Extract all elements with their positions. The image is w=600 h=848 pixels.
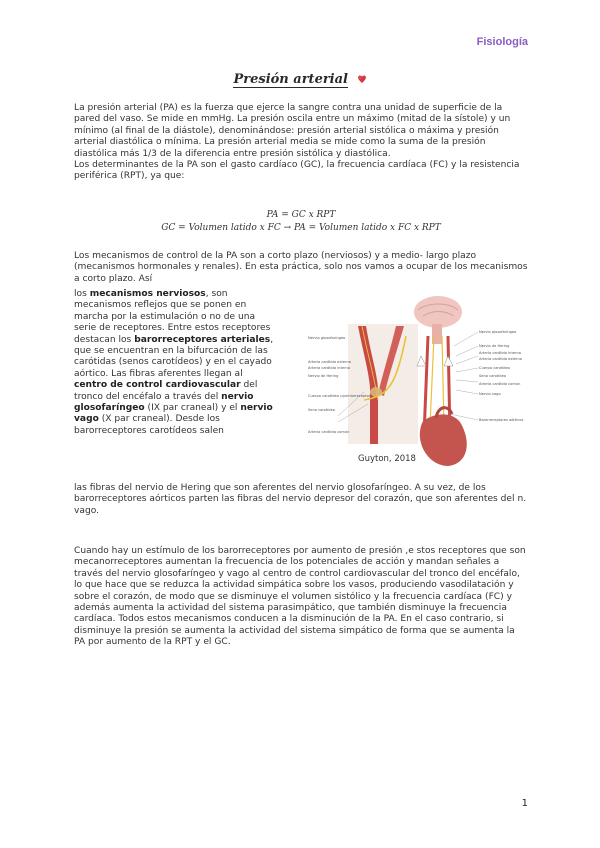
reflex-response-paragraph: Cuando hay un estímulo de los barorreceptores por aumento de presión ,e stos receptores que son mecanorreceptores aumentan la frecuencia de los potenciales de acción y mandan señales a través del nervio glosofaríngeo y vago al centro de control cardiovascular del tronco del encéfalo, lo que hace que se reduzca la actividad simpática sobre los vasos, produciendo vasodilatación y sobre el corazón, de modo que se disminuye el volumen sistólico y la frecuencia cardíaca (FC) y además aumenta la actividad del sistema parasimpático, que también disminuye la frecuencia cardíaca. Todos estos mecanismos conducen a la disminución de la PA. En el caso contrario, si disminuye la presión se aumenta la actividad del sistema simpático de forma que se aumenta la PA por aumento de la RPT y el GC. <box>74 546 526 648</box>
right-label-7: Arteria carótida común <box>479 382 521 386</box>
page-number: 1 <box>521 798 528 809</box>
right-label-1: Nervio glosofaríngeo <box>479 330 517 334</box>
right-label-3: Arteria carótida interna <box>479 351 521 355</box>
right-label-9: Barorreceptores aórticos <box>479 418 524 422</box>
left-label-1: Nervio glosofaríngeo <box>308 336 346 340</box>
baroreceptor-figure <box>278 296 530 468</box>
formula-gc: GC = Volumen latido x FC → PA = Volumen latido x FC x RPT <box>161 223 441 233</box>
right-label-4: Arteria carótida externa <box>479 357 522 361</box>
right-label-8: Nervio vago <box>479 392 501 396</box>
page-title <box>0 72 600 87</box>
term-glosofaringeo: nervio glosofaríngeo <box>74 391 254 414</box>
right-label-6: Seno carotídeo <box>479 374 506 378</box>
term-centro-control: centro de control cardiovascular <box>74 380 241 391</box>
right-label-5: Cuerpo carotídeo <box>479 366 510 370</box>
left-label-2: Arteria carótida externa <box>308 360 351 364</box>
left-label-4: Nervio de Hering <box>308 374 339 378</box>
left-label-7: Arteria carótida común <box>308 430 350 434</box>
header-label: Fisiología <box>476 36 528 48</box>
control-mechanisms-paragraph: Los mecanismos de control de la PA son a corto plazo (nerviosos) y a medio- largo plazo (mecanismos hormonales y renales). En esta práctica, solo nos vamos a ocupar de los mecanismos a corto plazo. Así <box>74 251 528 284</box>
page-title-text: Presión arterial <box>233 72 348 87</box>
afferent-fibers-paragraph: las fibras del nervio de Hering que son aferentes del nervio glosofaríngeo. A su vez, de los barorreceptores aórticos parten las fibras del nervio depresor del corazón, que son aferentes del n. vago. <box>74 483 527 516</box>
formula-pa: PA = GC x RPT <box>266 210 336 220</box>
left-label-3: Arteria carótida interna <box>308 366 350 370</box>
term-barorreceptores: barorreceptores arteriales <box>134 334 271 345</box>
term-mecanismos-nerviosos: mecanismos nerviosos <box>89 289 206 299</box>
intro-paragraph: La presión arterial (PA) es la fuerza que ejerce la sangre contra una unidad de superficie de la pared del vaso. Se mide en mmHg. La presión oscila entre un máximo (mitad de la sístole) y un mínimo (al final de la diástole), denominándose: presión arterial sistólica o máxima y presión arterial diastólica o mínima. La presión arterial media se mide como la suma de la presión diastólica más 1/3 de la diferencia entre presión sistólica y diastólica. Los determinantes de la PA son el gasto cardíaco (GC), la frecuencia cardíaca (FC) y la resistencia periférica (RPT), ya que: <box>74 103 520 182</box>
left-label-6: Seno carotídeo <box>308 408 335 412</box>
right-label-2: Nervio de Hering <box>479 344 510 348</box>
nervous-mechanisms-column: los mecanismos nerviosos, son mecanismos reflejos que se ponen en marcha por la estimulación o no de una serie de receptores. Entre estos receptores destacan los barorreceptores arteriales, que se encuentran en la bifurcación de las carótidas (senos carotídeos) y en el cayado aórtico. Las fibras aferentes llegan al centro de control cardiovascular del tronco del encéfalo a través del nervio glosofaríngeo (IX par craneal) y el nervio vago (X par craneal). Desde los barorreceptores carotídeos salen <box>74 289 274 436</box>
left-label-5: Cuerpo carotídeo (quimiorreceptor) <box>308 394 372 398</box>
figure-credit: Guyton, 2018 <box>358 454 416 464</box>
term-nervio-vago: nervio vago <box>74 403 273 425</box>
heart-icon <box>357 74 367 84</box>
